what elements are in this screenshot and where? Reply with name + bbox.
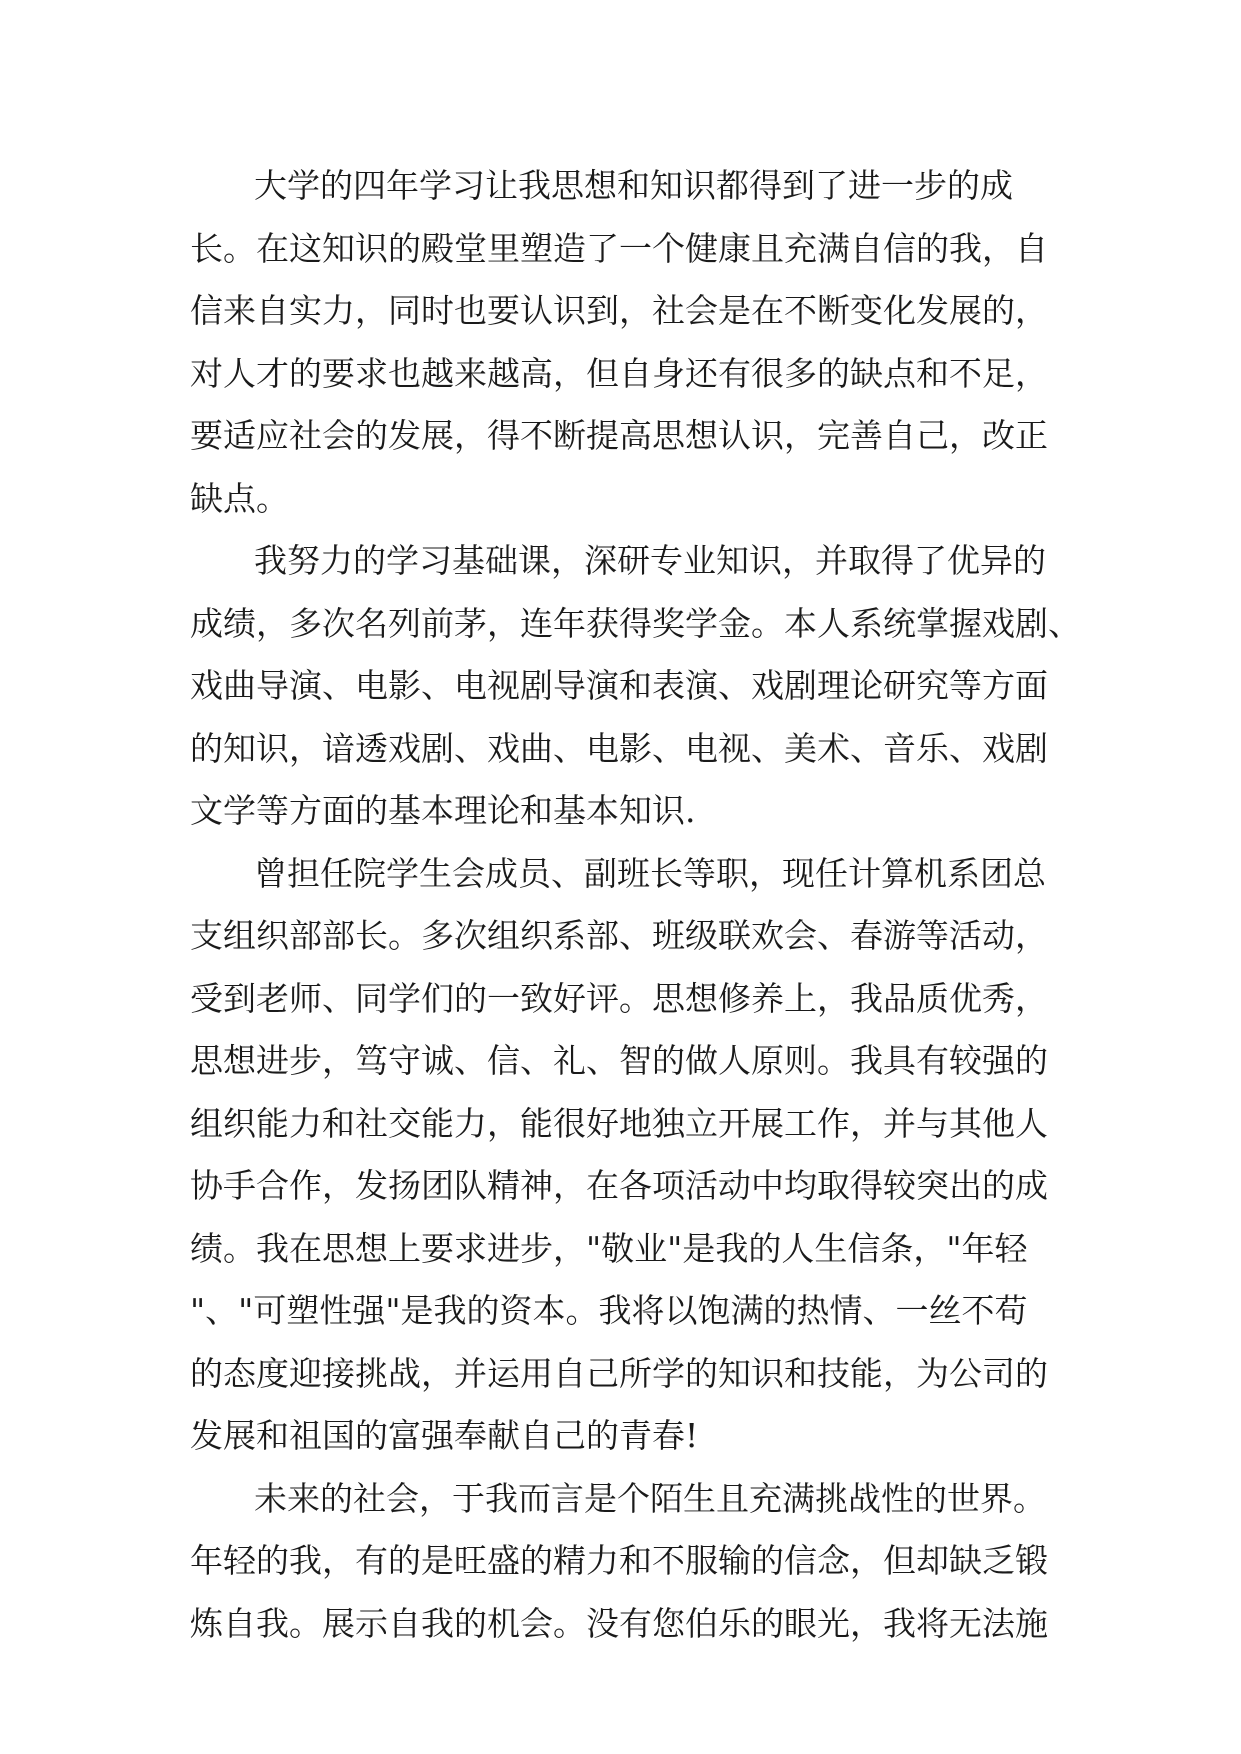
paragraph-1: [190, 155, 1050, 530]
text-line: 长。在这知识的殿堂里塑造了一个健康且充满自信的我，自: [190, 228, 1048, 268]
text-line: 我努力的学习基础课，深研专业知识，并取得了优异的: [254, 541, 1046, 580]
text-line: 未来的社会，于我而言是个陌生且充满挑战性的世界。: [254, 1478, 1046, 1518]
text-line: 信来自实力，同时也要认识到，社会是在不断变化发展的，: [190, 291, 1048, 330]
paragraph-3: [190, 843, 1050, 1468]
text-line: "、"可塑性强"是我的资本。我将以饱满的热情、一丝不苟: [190, 1291, 1028, 1330]
text-line: 对人才的要求也越来越高，但自身还有很多的缺点和不足，: [190, 353, 1048, 393]
text-line: 要适应社会的发展，得不断提高思想认识，完善自己，改正: [190, 416, 1048, 455]
text-line: 炼自我。展示自我的机会。没有您伯乐的眼光，我将无法施: [190, 1603, 1048, 1643]
text-line: 协手合作，发扬团队精神，在各项活动中均取得较突出的成: [190, 1166, 1048, 1205]
text-line: 绩。我在思想上要求进步，"敬业"是我的人生信条，"年轻: [190, 1228, 1028, 1268]
text-line: 文学等方面的基本理论和基本知识.: [190, 791, 696, 830]
text-line: 受到老师、同学们的一致好评。思想修养上，我品质优秀，: [190, 978, 1048, 1018]
paragraph-4: [190, 1468, 1050, 1656]
text-line: 成绩，多次名列前茅，连年获得奖学金。本人系统掌握戏剧、: [190, 603, 1081, 643]
text-line: 思想进步，笃守诚、信、礼、智的做人原则。我具有较强的: [190, 1041, 1048, 1080]
text-line: 的知识，谙透戏剧、戏曲、电影、电视、美术、音乐、戏剧: [190, 728, 1048, 768]
text-line: 组织能力和社交能力，能很好地独立开展工作，并与其他人: [190, 1103, 1048, 1143]
text-line: 的态度迎接挑战，并运用自己所学的知识和技能，为公司的: [190, 1353, 1048, 1393]
text-line: 年轻的我，有的是旺盛的精力和不服输的信念，但却缺乏锻: [190, 1541, 1048, 1580]
text-line: 大学的四年学习让我思想和知识都得到了进一步的成: [254, 166, 1013, 205]
document-body: [190, 155, 1081, 1655]
text-line: 支组织部部长。多次组织系部、班级联欢会、春游等活动，: [190, 916, 1048, 955]
text-line: 缺点。: [190, 478, 289, 518]
text-line: 戏曲导演、电影、电视剧导演和表演、戏剧理论研究等方面: [190, 666, 1048, 705]
text-line: 发展和祖国的富强奉献自己的青春!: [190, 1416, 699, 1455]
text-line: 曾担任院学生会成员、副班长等职，现任计算机系团总: [254, 853, 1046, 893]
paragraph-2: [190, 530, 1081, 843]
